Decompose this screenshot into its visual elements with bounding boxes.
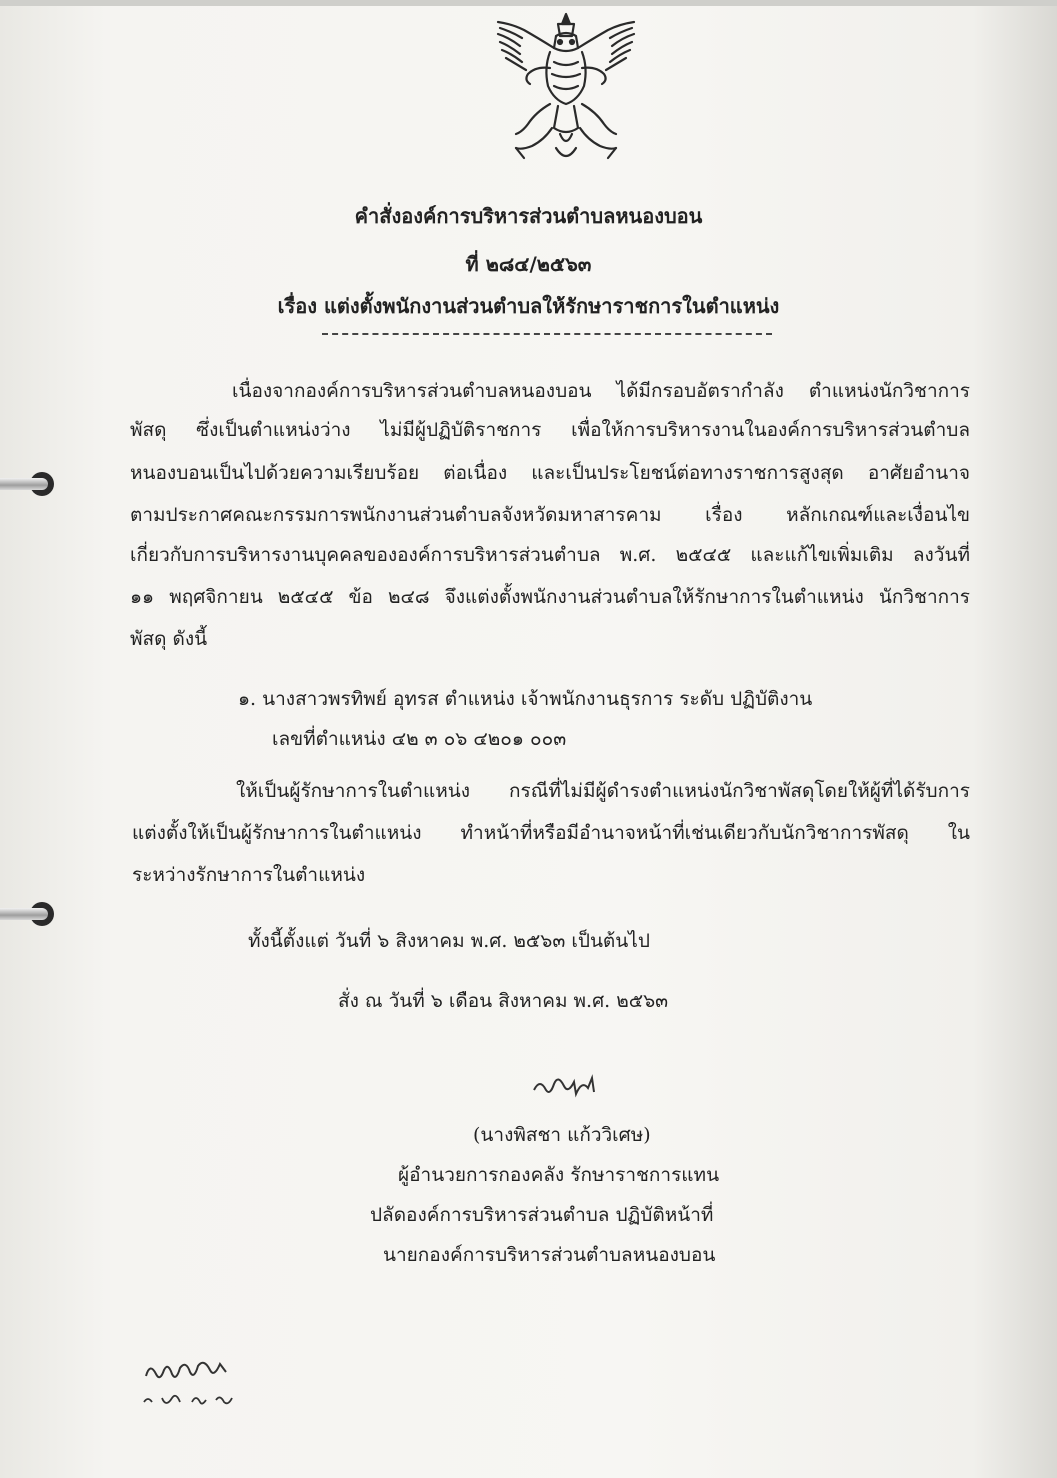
paragraph-line: ระหว่างรักษาการในตำแหน่ง (132, 864, 366, 886)
appointee-line: ๑. นางสาวพรทิพย์ อุทรส ตำแหน่ง เจ้าพนักงานธุรการ ระดับ ปฏิบัติงาน (238, 688, 813, 710)
order-date: สั่ง ณ วันที่ ๖ เดือน สิงหาคม พ.ศ. ๒๕๖๓ (338, 990, 669, 1012)
document-title: คำสั่งองค์การบริหารส่วนตำบลหนองบอน (354, 204, 703, 228)
paragraph-line: พัสดุ ดังนี้ (130, 628, 208, 650)
paragraph-line: ๑๑ พฤศจิกายน ๒๕๔๕ ข้อ ๒๔๘ จึงแต่งตั้งพนักงานส่วนตำบลให้รักษาการในตำแหน่ง นักวิชาการ (130, 586, 970, 608)
paragraph-line: เกี่ยวกับการบริหารงานบุคคลขององค์การบริหารส่วนตำบล พ.ศ. ๒๕๔๕ และแก้ไขเพิ่มเติม ลงวันที่ (130, 544, 970, 566)
effective-date: ทั้งนี้ตั้งแต่ วันที่ ๖ สิงหาคม พ.ศ. ๒๕๖๓ เป็นต้นไป (248, 930, 650, 952)
position-number-line: เลขที่ตำแหน่ง ๔๒ ๓ ๐๖ ๔๒๐๑ ๐๐๓ (272, 728, 567, 750)
page-edge (0, 0, 1057, 6)
garuda-emblem-icon (488, 8, 644, 168)
signer-title-line: ผู้อำนวยการกองคลัง รักษาราชการแทน (398, 1164, 720, 1186)
paragraph-line: แต่งตั้งให้เป็นผู้รักษาการในตำแหน่ง ทำหน้าที่หรือมีอำนาจหน้าที่เช่นเดียวกับนักวิชาการพัสดุ ใน (132, 822, 970, 844)
handwritten-note-icon (140, 1352, 260, 1416)
signer-title-line: ปลัดองค์การบริหารส่วนตำบล ปฏิบัติหน้าที่ (370, 1204, 714, 1226)
document-subject: เรื่อง แต่งตั้งพนักงานส่วนตำบลให้รักษาราชการในตำแหน่ง (277, 294, 780, 318)
binder-ring-icon (0, 892, 58, 936)
binder-ring-icon (0, 462, 58, 506)
separator-line (322, 333, 772, 335)
paragraph-line: เนื่องจากองค์การบริหารส่วนตำบลหนองบอน ได้มีกรอบอัตรากำลัง ตำแหน่งนักวิชาการ (232, 380, 970, 402)
document-number: ที่ ๒๘๔/๒๕๖๓ (465, 252, 592, 276)
signer-title-line: นายกองค์การบริหารส่วนตำบลหนองบอน (383, 1244, 716, 1266)
signature-icon (530, 1068, 610, 1102)
paragraph-line: พัสดุ ซึ่งเป็นตำแหน่งว่าง ไม่มีผู้ปฏิบัติราชการ เพื่อให้การบริหารงานในองค์การบริหารส่วนตำบล (130, 419, 970, 441)
signer-name: (นางพิสชา แก้ววิเศษ) (473, 1124, 651, 1146)
paragraph-line: ให้เป็นผู้รักษาการในตำแหน่ง กรณีที่ไม่มีผู้ดำรงตำแหน่งนักวิชาพัสดุโดยให้ผู้ที่ได้รับการ (236, 780, 970, 802)
paragraph-line: ตามประกาศคณะกรรมการพนักงานส่วนตำบลจังหวัดมหาสารคาม เรื่อง หลักเกณฑ์และเงื่อนไข (130, 504, 970, 526)
paragraph-line: หนองบอนเป็นไปด้วยความเรียบร้อย ต่อเนื่อง และเป็นประโยชน์ต่อทางราชการสูงสุด อาศัยอำนาจ (130, 462, 970, 484)
